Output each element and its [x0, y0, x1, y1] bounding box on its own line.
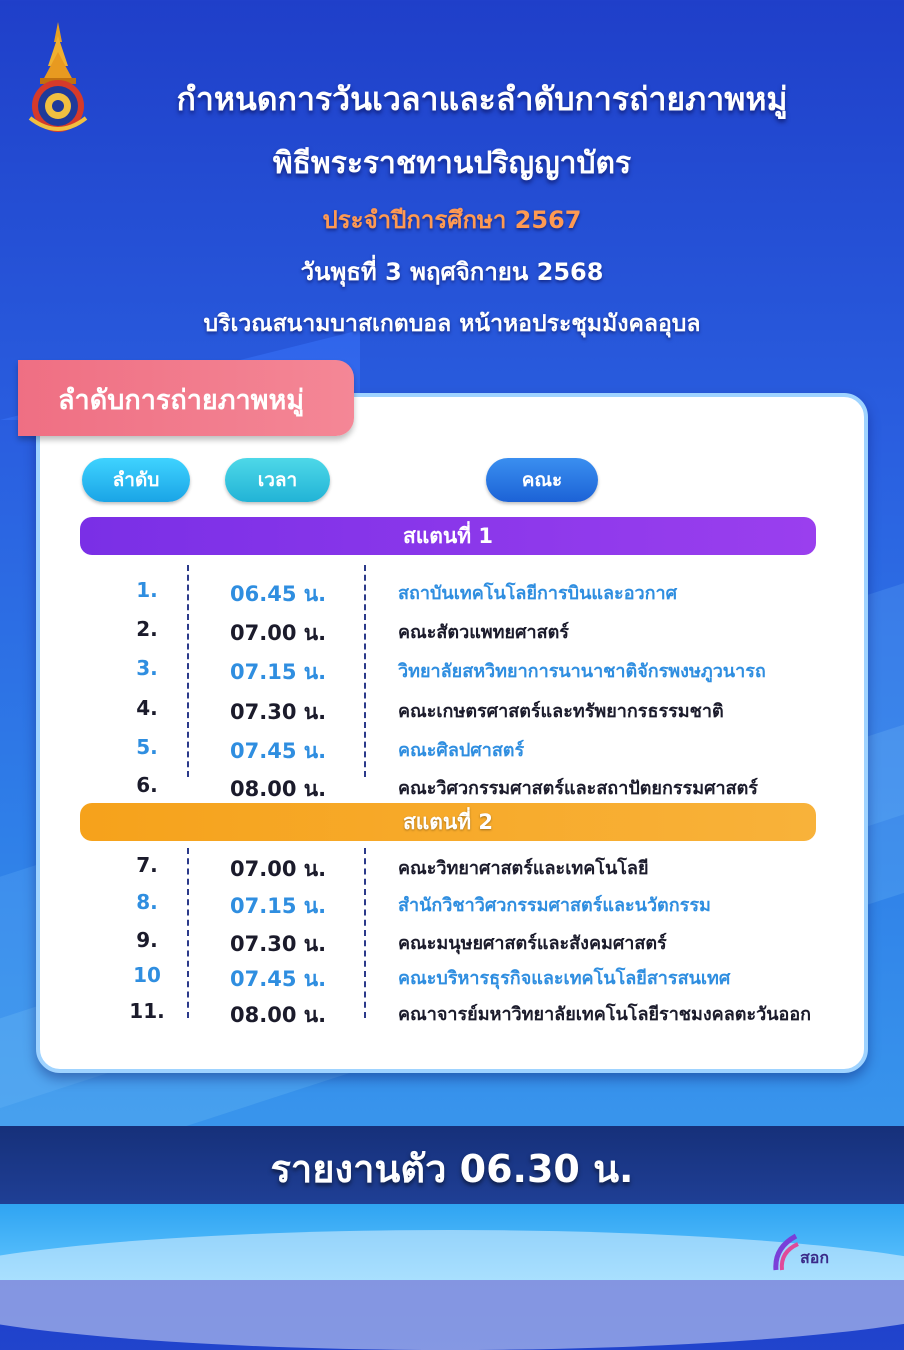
row-time: 07.30 น.: [230, 700, 327, 724]
row-order: 6.: [136, 773, 158, 797]
bottom-wave: [0, 1230, 904, 1350]
row-order: 7.: [136, 853, 158, 877]
row-faculty: คณาจารย์มหาวิทยาลัยเทคโนโลยีราชมงคลตะวันออก: [398, 1004, 812, 1025]
row-faculty: คณะมนุษยศาสตร์และสังคมศาสตร์: [398, 933, 667, 954]
table-row: [0, 853, 904, 883]
row-order: 11.: [129, 999, 165, 1023]
row-order: 10: [133, 963, 161, 987]
section-tab: [18, 360, 354, 436]
table-row: [0, 578, 904, 608]
table-row: [0, 617, 904, 647]
row-time: 07.45 น.: [230, 739, 327, 763]
event-venue: บริเวณสนามบาสเกตบอล หน้าหอประชุมมังคลอุบล: [203, 311, 701, 337]
page-title: กำหนดการวันเวลาและลำดับการถ่ายภาพหมู่: [176, 80, 788, 118]
row-time: 08.00 น.: [230, 1003, 327, 1027]
column-header-faculty: คณะ: [486, 458, 598, 502]
row-order: 1.: [136, 578, 158, 602]
row-faculty: สถาบันเทคโนโลยีการบินและอวกาศ: [398, 583, 678, 604]
row-order: 3.: [136, 656, 158, 680]
row-time: 07.15 น.: [230, 660, 327, 684]
column-header-time: เวลา: [225, 458, 330, 502]
row-order: 5.: [136, 735, 158, 759]
stand-1-header: สแตนที่ 1: [80, 517, 816, 555]
row-faculty: วิทยาลัยสหวิทยาการนานาชาติจักรพงษภูวนารถ: [398, 661, 766, 682]
event-date: วันพุธที่ 3 พฤศจิกายน 2568: [300, 258, 604, 286]
table-row: [0, 890, 904, 920]
row-order: 4.: [136, 696, 158, 720]
sok-logo-text: สอก: [800, 1248, 830, 1267]
row-faculty: คณะศิลปศาสตร์: [398, 740, 525, 761]
section-label: ลำดับการถ่ายภาพหมู่: [58, 385, 305, 416]
row-time: 06.45 น.: [230, 582, 327, 606]
column-header-order: ลำดับ: [82, 458, 190, 502]
row-time: 07.45 น.: [230, 967, 327, 991]
row-time: 07.00 น.: [230, 621, 327, 645]
row-time: 07.15 น.: [230, 894, 327, 918]
table-row: [0, 656, 904, 686]
table-row: [0, 696, 904, 726]
row-time: 08.00 น.: [230, 777, 327, 801]
row-order: 2.: [136, 617, 158, 641]
row-time: 07.00 น.: [230, 857, 327, 881]
report-time: รายงานตัว 06.30 น.: [270, 1147, 634, 1191]
ceremony-title: พิธีพระราชทานปริญญาบัตร: [272, 146, 632, 181]
stand-2-header: สแตนที่ 2: [80, 803, 816, 841]
row-faculty: คณะเกษตรศาสตร์และทรัพยากรธรรมชาติ: [398, 701, 724, 722]
table-row: [0, 735, 904, 765]
table-row: [0, 999, 904, 1029]
table-row: [0, 963, 904, 993]
row-faculty: คณะวิศวกรรมศาสตร์และสถาปัตยกรรมศาสตร์: [398, 778, 758, 799]
row-order: 8.: [136, 890, 158, 914]
row-faculty: คณะสัตวแพทยศาสตร์: [398, 622, 569, 643]
row-faculty: คณะวิทยาศาสตร์และเทคโนโลยี: [398, 858, 649, 879]
row-order: 9.: [136, 928, 158, 952]
row-faculty: คณะบริหารธุรกิจและเทคโนโลยีสารสนเทศ: [398, 968, 731, 989]
row-time: 07.30 น.: [230, 932, 327, 956]
sok-logo: [772, 1228, 882, 1276]
academic-year: ประจำปีการศึกษา 2567: [322, 206, 582, 234]
table-row: [0, 773, 904, 803]
sok-logo-icon: [772, 1230, 800, 1274]
table-row: [0, 928, 904, 958]
row-faculty: สำนักวิชาวิศวกรรมศาสตร์และนวัตกรรม: [398, 895, 711, 916]
